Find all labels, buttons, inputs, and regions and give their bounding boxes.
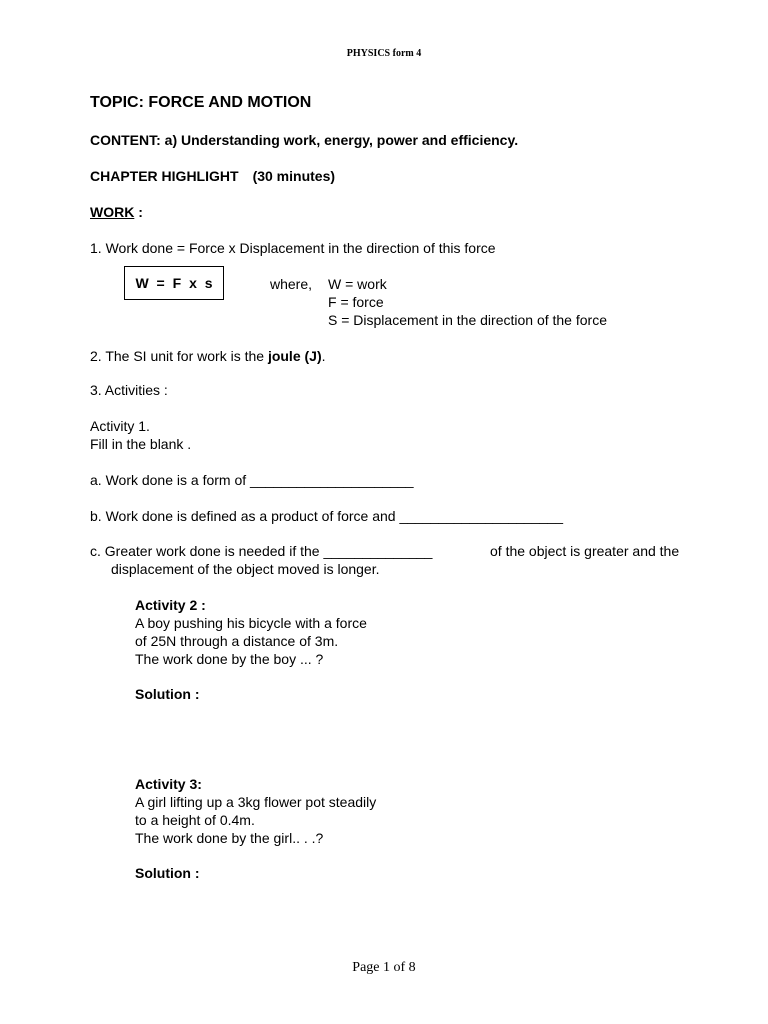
point-1: 1. Work done = Force x Displacement in the direction of this force xyxy=(90,240,496,256)
page-number: Page 1 of 8 xyxy=(352,960,416,975)
where-label: where, xyxy=(270,276,313,292)
activity-3-title: Activity 3: xyxy=(135,776,202,792)
chapter-highlight xyxy=(90,167,335,185)
content-line: CONTENT: a) Understanding work, energy, power and efficiency. xyxy=(90,132,519,148)
chapter-label: CHAPTER HIGHLIGHT xyxy=(90,168,239,184)
point-2 xyxy=(90,347,326,365)
def-w: W = work xyxy=(328,276,387,292)
def-s: S = Displacement in the direction of the force xyxy=(328,312,607,328)
work-suffix: : xyxy=(138,204,143,220)
activity-3-line-2: to a height of 0.4m. xyxy=(135,812,255,828)
si-unit: joule (J) xyxy=(267,348,322,364)
activity-2-line-1: A boy pushing his bicycle with a force xyxy=(135,615,367,631)
question-c: c. Greater work done is needed if the ______________ xyxy=(90,543,433,559)
activity-3-line-3: The work done by the girl.. . .? xyxy=(135,830,324,846)
work-label: WORK xyxy=(90,204,135,220)
activity-2-line-2: of 25N through a distance of 3m. xyxy=(135,633,339,649)
question-c-continued: of the object is greater and the xyxy=(490,543,680,559)
activity-1-instruction: Fill in the blank . xyxy=(90,436,192,452)
point-3: 3. Activities : xyxy=(90,382,168,398)
question-b: b. Work done is defined as a product of force and _____________________ xyxy=(90,508,563,524)
activity-2-solution: Solution : xyxy=(135,686,200,702)
topic-heading: TOPIC: FORCE AND MOTION xyxy=(90,94,312,111)
work-heading xyxy=(90,203,143,221)
formula-box: W = F x s xyxy=(124,266,224,300)
point-2-suffix: . xyxy=(321,348,326,364)
chapter-duration: (30 minutes) xyxy=(252,168,336,184)
activity-1-title: Activity 1. xyxy=(90,418,150,434)
question-c-line2: displacement of the object moved is longer. xyxy=(111,561,380,577)
question-a: a. Work done is a form of _____________________ xyxy=(90,472,414,488)
def-f: F = force xyxy=(328,294,384,310)
header-title: PHYSICS form 4 xyxy=(346,48,422,59)
activity-3-line-1: A girl lifting up a 3kg flower pot steadily xyxy=(135,794,377,810)
activity-2-line-3: The work done by the boy ... ? xyxy=(135,651,324,667)
activity-3-solution: Solution : xyxy=(135,865,200,881)
point-2-prefix: 2. The SI unit for work is the xyxy=(90,348,268,364)
activity-2-title: Activity 2 : xyxy=(135,597,206,613)
